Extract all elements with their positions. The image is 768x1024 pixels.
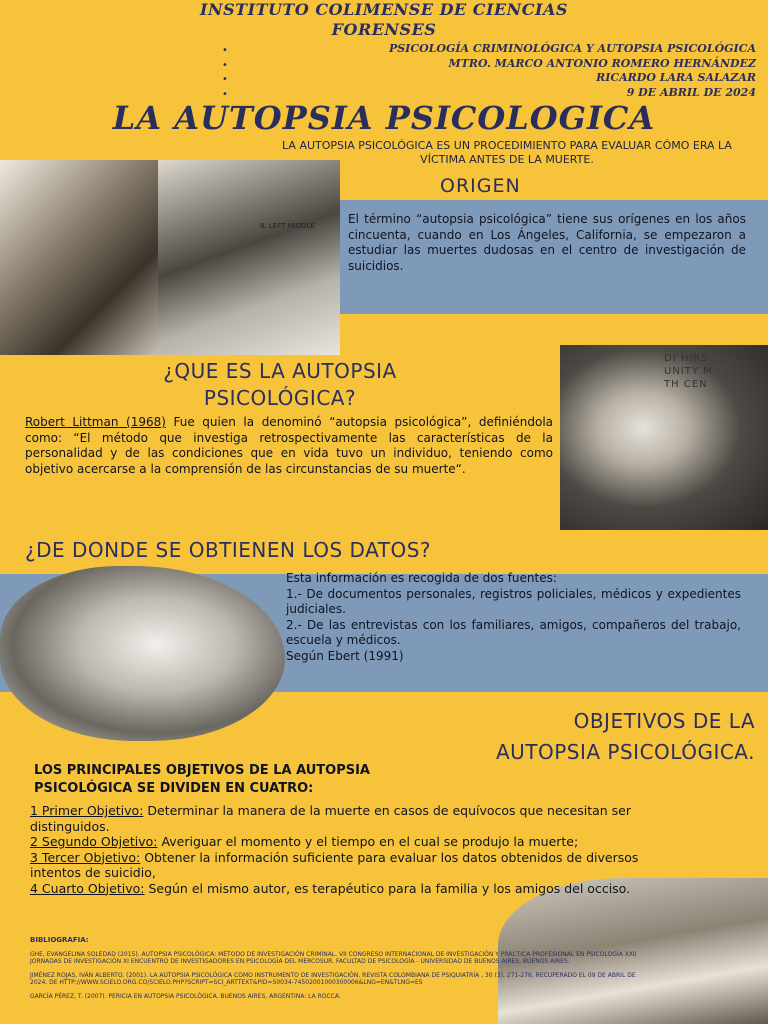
objective-text: Averiguar el momento y el tiempo en el cual se produjo la muerte;: [157, 834, 579, 849]
objectives-intro: [34, 762, 634, 798]
portrait-text-line: UNITY M: [664, 366, 713, 377]
bullet: •: [222, 45, 228, 56]
bibliography-entry: GARCÍA PÉREZ, T. (2007). PERICIA EN AUTOPSIA PSICOLÓGICA. BUENOS AIRES, ARGENTINA: LA ROCCA.: [30, 992, 341, 1000]
data-source-2: 2.- De las entrevistas con los familiares, amigos, compañeros del trabajo, escuela y médicos.: [286, 617, 741, 647]
page-title: LA AUTOPSIA PSICOLOGICA: [112, 99, 656, 137]
list-item: [30, 850, 654, 881]
meta-bullets: [222, 44, 236, 102]
data-source-1: 1.- De documentos personales, registros policiales, médicos y expedientes judiciales.: [286, 586, 741, 616]
origin-heading: ORIGEN: [440, 175, 521, 197]
data-sources-citation: Según Ebert (1991): [286, 648, 404, 663]
bibliography-entry: JIMÉNEZ ROJAS, IVÁN ALBERTO. (2001). LA AUTOPSIA PSICOLÓGICA COMO INSTRUMENTO DE INVESTIGACIÓN. REVISTA COLOMBIANA DE PSIQUIATRÍA , 30 (3), 271-276. RECUPERADO EL 09 DE ABRIL DE 2024, DE HTTP://WWW.SCIELO.ORG.CO/SCIELO.PHP?SCRIPT=SCI_ARTTEXT&PID=S0034-74502001000300006&LNG=EN&TLNG=ES: [30, 971, 636, 986]
teacher-name: MTRO. MARCO ANTONIO ROMERO HERNÁNDEZ: [448, 56, 756, 70]
page-subtitle: LA AUTOPSIA PSICOLÓGICA ES UN PROCEDIMIENTO PARA EVALUAR CÓMO ERA LA VÍCTIMA ANTES DE LA MUERTE.: [282, 139, 732, 166]
objective-text: Obtener la información suficiente para evaluar los datos obtenidos de diversos intentos de suicidio,: [30, 849, 639, 880]
portrait-text-line: DI HIRS: [664, 353, 709, 364]
bibliography: [30, 937, 650, 1006]
portrait-text-line: TH CEN: [664, 379, 708, 390]
course-name: PSICOLOGÍA CRIMINOLÓGICA Y AUTOPSIA PSICOLÓGICA: [388, 42, 756, 55]
bibliography-entry: GHE, EVANGELINA SOLEDAD (2015). AUTOPSIA PSICOLÓGICA: MÉTODO DE INVESTIGACIÓN CRIMINAL. VII CONGRESO INTERNACIONAL DE INVESTIGACIÓN Y PRÁCTICA PROFESIONAL EN PSICOLOGÍA XXII JORNADAS DE INVESTIGACIÓN XI ENCUENTRO DE INVESTIGADORES EN PSICOLOGÍA DEL MERCOSUR. FACULTAD DE PSICOLOGÍA - UNIVERSIDAD DE BUENOS AIRES, BUENOS AIRES.: [30, 950, 637, 965]
data-sources-heading: ¿DE DONDE SE OBTIENEN LOS DATOS?: [25, 538, 431, 562]
bullet: •: [222, 59, 228, 71]
objectives-heading-line-2: AUTOPSIA PSICOLÓGICA.: [495, 740, 755, 764]
author-reference: Robert Littman (1968): [25, 415, 166, 429]
photo-caption: 8. LEFT MIDDLE: [260, 222, 315, 230]
data-sources-text: [286, 571, 741, 664]
definition-heading-line-2: PSICOLÓGICA?: [203, 386, 357, 410]
institute-line-1: INSTITUTO COLIMENSE DE CIENCIAS: [200, 0, 568, 19]
course-info: [236, 42, 756, 100]
objectives-intro-line-2: PSICOLÓGICA SE DIVIDEN EN CUATRO:: [34, 781, 314, 796]
list-item: [30, 834, 654, 850]
list-item: [30, 803, 654, 834]
archive-photo-document: [158, 160, 340, 355]
archive-photo-investigators: [0, 160, 160, 355]
institute-name: [0, 0, 768, 40]
definition-heading-line-1: ¿QUE ES LA AUTOPSIA: [163, 359, 397, 383]
list-item: [30, 881, 654, 897]
objective-label: 4 Cuarto Objetivo:: [30, 880, 145, 896]
definition-heading: [90, 358, 470, 412]
objectives-list: [30, 803, 654, 896]
definition-body: Fue quien la denominó “autopsia psicológica”, definiéndola como: “El método que investiga retrospectivamente las características de la personalidad y de las condiciones que en vida tuvo un individuo, teniendo como objetivo acercarse a la comprensión de las circunstancias de su muerte“.: [25, 415, 554, 476]
objectives-heading-line-1: OBJETIVOS DE LA: [573, 709, 755, 733]
objective-label: 1 Primer Objetivo:: [30, 803, 144, 818]
definition-text: [25, 415, 553, 477]
origin-text: El término “autopsia psicológica” tiene sus orígenes en los años cincuenta, cuando en Los Ángeles, California, se empezaron a estudiar las muertes dudosas en el centro de investigación de suicidios.: [348, 212, 746, 273]
data-sources-intro: Esta información es recogida de dos fuentes:: [286, 571, 557, 585]
bullet: •: [222, 88, 228, 100]
objectives-intro-line-1: LOS PRINCIPALES OBJETIVOS DE LA AUTOPSIA: [34, 763, 370, 778]
bullet: •: [222, 74, 228, 85]
objective-label: 2 Segundo Objetivo:: [30, 834, 158, 849]
objective-label: 3 Tercer Objetivo:: [30, 849, 141, 865]
objectives-heading: [300, 706, 755, 768]
bibliography-heading: BIBLIOGRAFIA:: [30, 936, 89, 944]
portrait-background-text: [664, 352, 713, 391]
student-name: RICARDO LARA SALAZAR: [596, 71, 756, 84]
institute-line-2: FORENSES: [331, 20, 437, 39]
date: 9 DE ABRIL DE 2024: [626, 85, 756, 99]
objective-text: Según el mismo autor, es terapéutico para la familia y los amigos del occiso.: [144, 880, 631, 896]
objective-text: Determinar la manera de la muerte en casos de equívocos que necesitan ser distinguidos.: [30, 803, 631, 834]
